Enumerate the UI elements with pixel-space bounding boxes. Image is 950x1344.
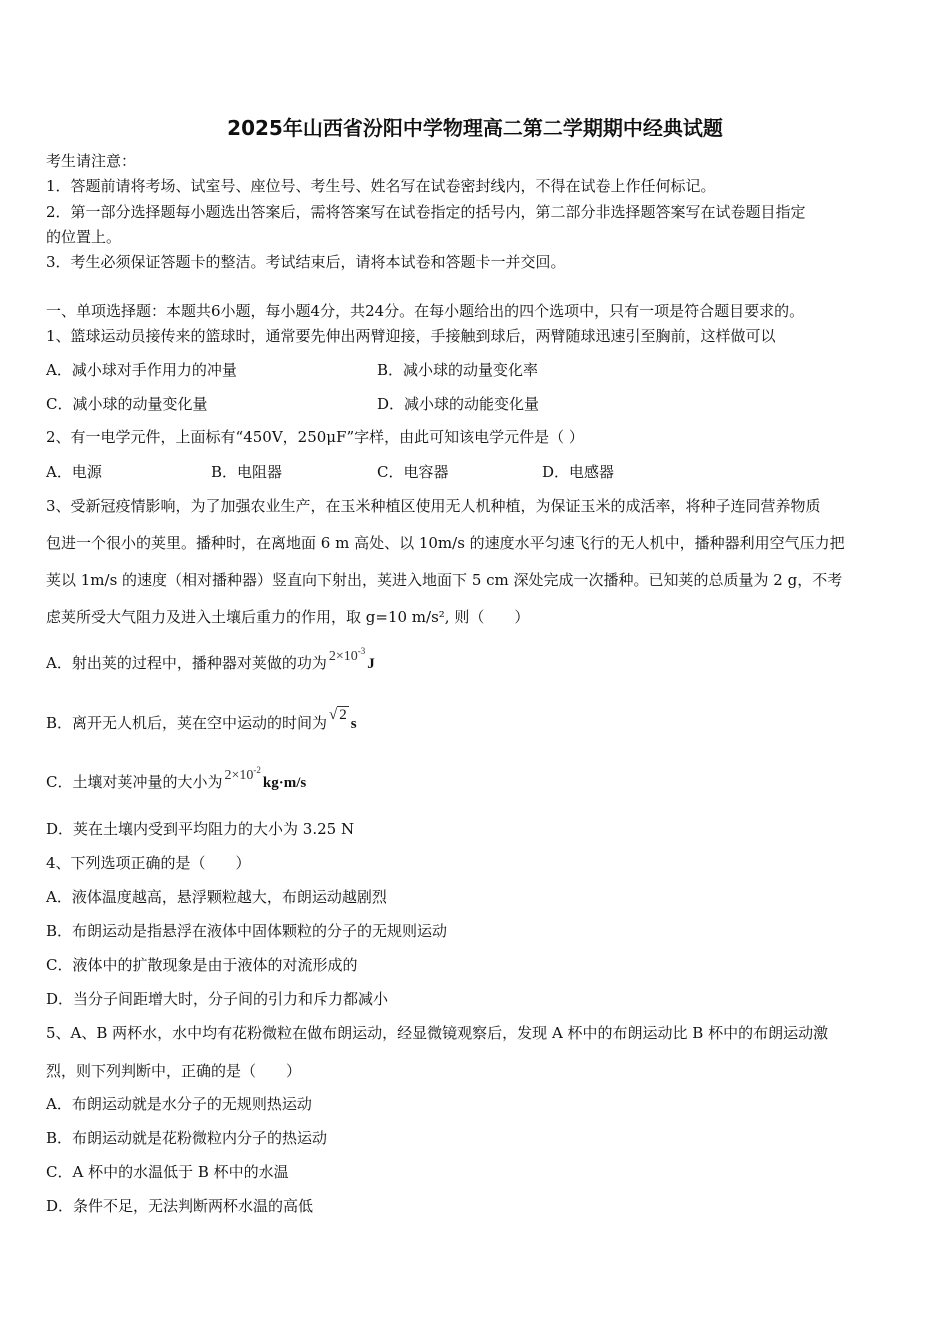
q5-option-b: B．布朗运动就是花粉微粒内分子的热运动 xyxy=(46,1129,328,1147)
q3-option-d: D．荚在土壤内受到平均阻力的大小为 3.25 N xyxy=(46,820,355,838)
q3-option-b-sqrt: √ 2 xyxy=(329,707,347,723)
q3-option-a xyxy=(46,646,375,675)
notice-item: 2．第一部分选择题每小题选出答案后，需将答案写在试卷指定的括号内，第二部分非选择题答案写在试卷题目指定 xyxy=(46,203,806,221)
q1-option-c: C．减小球的动量变化量 xyxy=(46,395,208,413)
q2-option-c: C．电容器 xyxy=(377,463,449,481)
q4-option-a: A．液体温度越高，悬浮颗粒越大，布朗运动越剧烈 xyxy=(46,888,387,906)
q3-option-b-text: B．离开无人机后，荚在空中运动的时间为 xyxy=(46,714,328,732)
q4-option-b: B．布朗运动是指悬浮在液体中固体颗粒的分子的无规则运动 xyxy=(46,922,448,940)
q4-option-d: D．当分子间距增大时，分子间的引力和斥力都减小 xyxy=(46,990,389,1008)
notice-item: 1．答题前请将考场、试室号、座位号、考生号、姓名写在试卷密封线内，不得在试卷上作任何标记。 xyxy=(46,177,716,195)
question-2-stem: 2、有一电学元件，上面标有“450V，250μF”字样，由此可知该电学元件是（ ） xyxy=(46,428,584,446)
q1-option-a: A．减小球对手作用力的冲量 xyxy=(46,361,237,379)
q2-option-b: B．电阻器 xyxy=(211,463,283,481)
q5-option-a: A．布朗运动就是水分子的无规则热运动 xyxy=(46,1095,312,1113)
q2-option-a: A．电源 xyxy=(46,463,102,481)
notice-heading: 考生请注意： xyxy=(46,152,137,170)
page-title: 2025年山西省汾阳中学物理高二第二学期期中经典试题 xyxy=(227,116,723,140)
question-5-stem-line: 5、A、B 两杯水，水中均有花粉微粒在做布朗运动，经显微镜观察后，发现 A 杯中的布朗运动比 B 杯中的布朗运动激 xyxy=(46,1024,829,1042)
question-1-stem: 1、篮球运动员接传来的篮球时，通常要先伸出两臂迎接，手接触到球后，两臂随球迅速引至胸前，这样做可以 xyxy=(46,327,776,345)
q3-option-b-unit: s xyxy=(350,716,357,732)
q3-option-a-text: A．射出荚的过程中，播种器对荚做的功为 xyxy=(46,654,327,672)
q3-option-c-formula xyxy=(224,765,261,783)
q3-option-c-text: C．土壤对荚冲量的大小为 xyxy=(46,773,223,791)
question-4-stem: 4、下列选项正确的是（ ） xyxy=(46,854,251,872)
formula-exponent: -2 xyxy=(253,765,261,775)
question-3-stem-line: 3、受新冠疫情影响，为了加强农业生产，在玉米种植区使用无人机种植，为保证玉米的成活率，将种子连同营养物质 xyxy=(46,497,821,515)
notice-item: 的位置上。 xyxy=(46,228,122,246)
question-3-stem-line: 包进一个很小的荚里。播种时，在离地面 6 m 高处、以 10m/s 的速度水平匀速飞行的无人机中，播种器利用空气压力把 xyxy=(46,534,845,552)
q3-option-c xyxy=(46,765,307,794)
q1-option-b: B．减小球的动量变化率 xyxy=(377,361,539,379)
q2-option-d: D．电感器 xyxy=(542,463,615,481)
q4-option-c: C．液体中的扩散现象是由于液体的对流形成的 xyxy=(46,956,358,974)
q3-option-b xyxy=(46,707,357,734)
formula-base: 2×10 xyxy=(224,768,254,783)
question-3-stem-line: 虑荚所受大气阻力及进入土壤后重力的作用，取 g=10 m/s², 则（ ） xyxy=(46,608,530,626)
q3-option-a-formula xyxy=(328,646,366,664)
sqrt-radicand: 2 xyxy=(339,707,347,723)
q1-option-d: D．减小球的动能变化量 xyxy=(377,395,540,413)
notice-item: 3．考生必须保证答题卡的整洁。考试结束后，请将本试卷和答题卡一并交回。 xyxy=(46,253,566,271)
section-heading: 一、单项选择题：本题共6小题，每小题4分，共24分。在每小题给出的四个选项中，只有一项是符合题目要求的。 xyxy=(46,302,805,320)
question-5-stem-line: 烈，则下列判断中，正确的是（ ） xyxy=(46,1062,302,1080)
formula-base: 2×10 xyxy=(328,649,358,664)
q5-option-c: C．A 杯中的水温低于 B 杯中的水温 xyxy=(46,1163,289,1181)
formula-exponent: -3 xyxy=(357,646,366,656)
q5-option-d: D．条件不足，无法判断两杯水温的高低 xyxy=(46,1197,314,1215)
question-3-stem-line: 荚以 1m/s 的速度（相对播种器）竖直向下射出，荚进入地面下 5 cm 深处完成一次播种。已知荚的总质量为 2 g，不考 xyxy=(46,571,843,589)
q3-option-a-unit: J xyxy=(367,656,375,672)
q3-option-c-unit: kg·m/s xyxy=(262,775,307,791)
